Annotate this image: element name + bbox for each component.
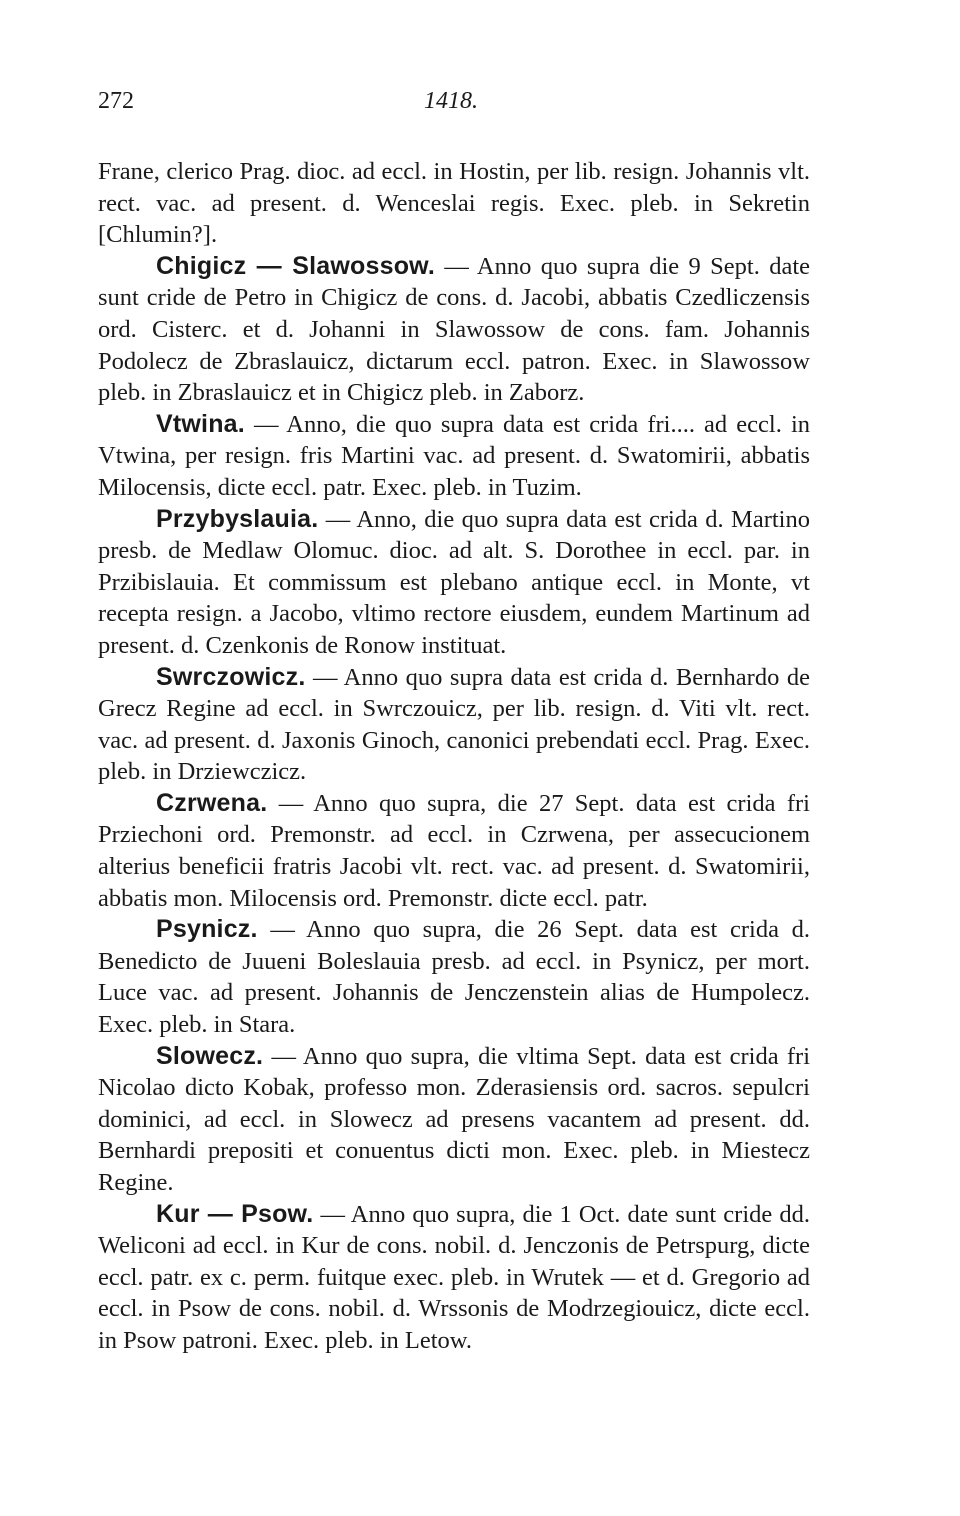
page-number: 272 [98, 88, 134, 114]
entry-paragraph [98, 409, 810, 504]
entry-paragraph [98, 1041, 810, 1199]
entry-text: — Anno, die quo supra data est crida fri.... ad eccl. in Vtwina, per resign. fris Martini vac. ad present. d. Swatomirii, abbatis Milocensis, dicte eccl. patr. Exec. pleb. in Tuzim. [98, 410, 810, 501]
entry-text: Frane, clerico Prag. dioc. ad eccl. in Hostin, per lib. resign. Johannis vlt. rect. vac. ad present. d. Wenceslai regis. Exec. pleb. in Sekretin [Chlumin?]. [98, 158, 810, 249]
entry-place-heading: Chigicz — Slawossow. [156, 251, 436, 280]
entry-paragraph [98, 1199, 810, 1357]
entry-place-heading: Psynicz. [156, 915, 258, 944]
entry-text: — Anno quo supra, die 26 Sept. data est crida d. Benedicto de Juueni Boleslauia presb. ad eccl. in Psynicz, per mort. Luce vac. ad present. Johannis de Jenczenstein alias de Humpolecz. Exec. pleb. in Stara. [98, 916, 810, 1039]
entry-text: — Anno quo supra, die 1 Oct. date sunt cride dd. Weliconi ad eccl. in Kur de cons. nobil. d. Jenczonis de Petrspurg, dicte eccl. patr. ex c. perm. fuitque exec. pleb. in Wrutek — et d. Gregorio ad eccl. in Psow de cons. nobil. d. Wrssonis de Modrzegiouicz, dicte eccl. in Psow patroni. Exec. pleb. in Letow. [98, 1200, 810, 1354]
entry-paragraph [98, 662, 810, 788]
entry-place-heading: Swrczowicz. [156, 662, 306, 691]
entry-place-heading: Slowecz. [156, 1041, 264, 1070]
entry-place-heading: Kur — Psow. [156, 1199, 314, 1228]
entry-paragraph [98, 788, 810, 914]
entry-text: — Anno quo supra data est crida d. Bernhardo de Grecz Regine ad eccl. in Swrczouicz, per lib. resign. d. Viti vlt. rect. vac. ad present. d. Jaxonis Ginoch, canonici prebendati eccl. Prag. Exec. pleb. in Drziewczicz. [98, 663, 810, 786]
entry-text: — Anno quo supra, die 27 Sept. data est crida fri Prziechoni ord. Premonstr. ad eccl. in Czrwena, per assecucionem alterius beneficii fratris Jacobi vlt. rect. vac. ad present. d. Swatomirii, abbatis mon. Milocensis ord. Premonstr. dicte eccl. patr. [98, 789, 810, 912]
page-header [98, 88, 810, 118]
running-head-year: 1418. [424, 88, 478, 114]
entry-text: — Anno quo supra, die vltima Sept. data est crida fri Nicolao dicto Kobak, professo mon. Zderasiensis ord. sacros. sepulcri dominici, ad eccl. in Slowecz ad presens vacantem ad present. dd. Bernhardi prepositi et conuentus dicti mon. Exec. pleb. in Miestecz Regine. [98, 1042, 810, 1196]
body-text [98, 156, 810, 1357]
entry-place-heading: Vtwina. [156, 409, 245, 438]
entry-paragraph [98, 251, 810, 409]
entry-paragraph [98, 504, 810, 662]
entry-place-heading: Czrwena. [156, 788, 268, 817]
entry-text: — Anno quo supra die 9 Sept. date sunt cride de Petro in Chigicz de cons. d. Jacobi, abbatis Czedliczensis ord. Cisterc. et d. Johanni in Slawossow de cons. fam. Johannis Podolecz de Zbraslauicz, dictarum eccl. patron. Exec. in Slawossow pleb. in Zbraslauicz et in Chigicz pleb. in Zaborz. [98, 252, 810, 407]
entry-paragraph [98, 156, 810, 251]
entry-text: — Anno, die quo supra data est crida d. Martino presb. de Medlaw Olomuc. dioc. ad alt. S. Dorothee in eccl. par. in Przibislauia. Et commissum est plebano antique eccl. in Monte, vt recepta resign. a Jacobo, vltimo rectore eiusdem, eundem Martinum ad present. d. Czenkonis de Ronow instituat. [98, 505, 810, 659]
entry-place-heading: Przybyslauia. [156, 504, 319, 533]
entry-paragraph [98, 914, 810, 1040]
